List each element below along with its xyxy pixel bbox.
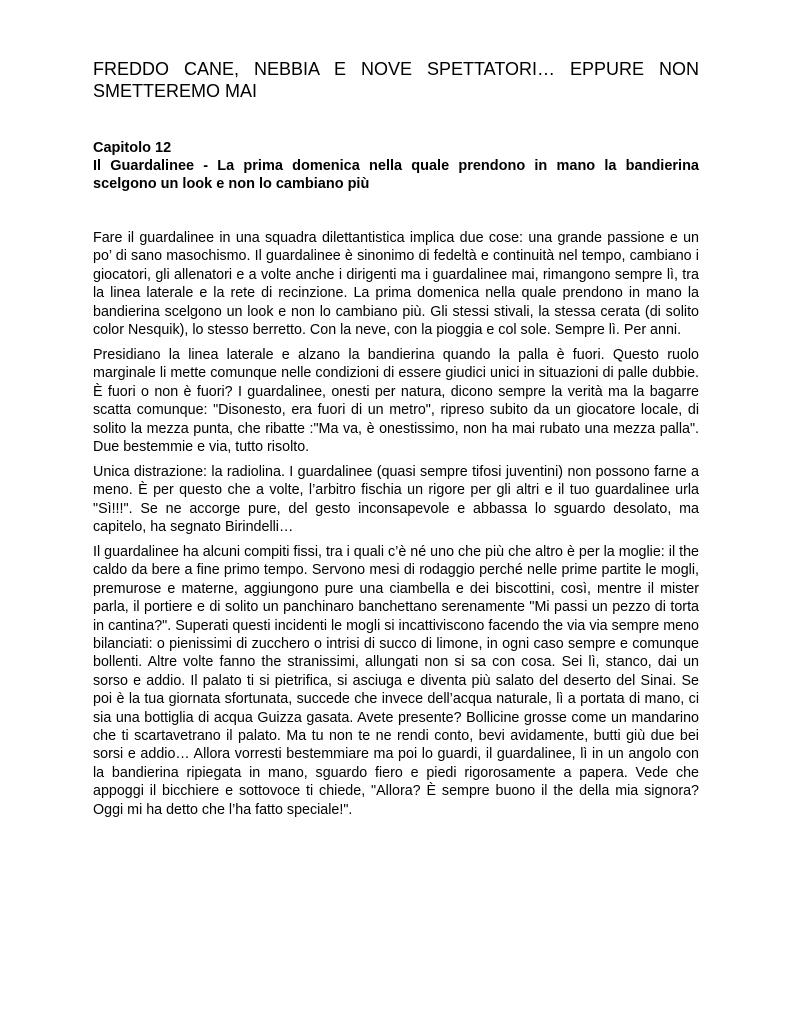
book-title: FREDDO CANE, NEBBIA E NOVE SPETTATORI… EPPURE NON SMETTEREMO MAI: [93, 59, 699, 101]
paragraph: Fare il guardalinee in una squadra dilettantistica implica due cose: una grande passione e un po’ di sano masochismo. Il guardalinee è sinonimo di fedeltà e continuità nel tempo, cambiano i giocatori, gli allenatori e a volte anche i dirigenti ma i guardalinee mai, rimangono sempre lì, tra la linea laterale e la rete di recinzione. La prima domenica nella quale prendono in mano la bandierina scelgono un look e non lo cambiano più. Gli stessi stivali, la stessa cerata (di solito color Nesquik), lo stesso berretto. Con la neve, con la pioggia e col sole. Sempre lì. Per anni.: [93, 230, 699, 339]
paragraph: Unica distrazione: la radiolina. I guardalinee (quasi sempre tifosi juventini) non possono farne a meno. È per questo che a volte, l’arbitro fischia un rigore per gli altri e il tuo guardalinee urla "Sì!!!". Se ne accorge pure, del gesto inconsapevole e abbassa lo sguardo desolato, ma capitelo, ha segnato Birindelli…: [93, 463, 699, 536]
paragraph: Il guardalinee ha alcuni compiti fissi, tra i quali c’è né uno che più che altro è per la moglie: il the caldo da bere a fine primo tempo. Servono mesi di rodaggio perché nelle prime partite le mogli, premurose e materne, aggiungono pure una ciambella e dei biscottini, così, mentre il mister parla, il portiere e di solito un panchinaro banchettano serenamente "Mi passi un pezzo di torta in cantina?". Superati questi incidenti le mogli si incattiviscono facendo the via via sempre meno bilanciati: o pienissimi di zucchero o intrisi di succo di limone, in ogni caso sempre e comunque bollenti. Altre volte fanno the stranissimi, allungati non si sa con cosa. Sei lì, stanco, dai un sorso e addio. Il palato ti si pietrifica, si asciuga e diventa più salato del deserto del Sinai. Se poi è la tua giornata sfortunata, succede che invece dell’acqua naturale, lì a portata di mano, ci sia una bottiglia di acqua Guizza gasata. Avete presente? Bollicine grosse come un mandarino che ti scartavetrano il palato. Ma tu non te ne rendi conto, bevi avidamente, butti giù due bei sorsi e addio… Allora vorresti bestemmiare ma poi lo guardi, il guardalinee, lì in un angolo con la bandierina ripiegata in mano, sguardo fiero e piedi rigorosamente a papera. Vede che appoggi il bicchiere e sottovoce ti chiede, "Allora? È sempre buono il the della mia signora? Oggi mi ha detto che l’ha fatto speciale!".: [93, 544, 699, 818]
document-page: [93, 58, 699, 826]
chapter-title: Il Guardalinee - La prima domenica nella quale prendono in mano la bandierina scelgono un look e non lo cambiano più: [93, 158, 699, 192]
chapter-number: Capitolo 12: [93, 140, 172, 156]
paragraph: Presidiano la linea laterale e alzano la bandierina quando la palla è fuori. Questo ruolo marginale li mette comunque nelle condizioni di essere giudici unici in situazioni di palle dubbie. È fuori o non è fuori? I guardalinee, onesti per natura, dicono sempre la verità ma la bagarre scatta comunque: "Disonesto, era fuori di un metro", ripreso subito da un giocatore locale, di solito la mezza punta, che ribatte :"Ma va, è onestissimo, non ha mai rubato una mezza palla". Due bestemmie e via, tutto risolto.: [93, 346, 699, 455]
chapter-heading: [93, 139, 699, 193]
chapter-body: [93, 229, 699, 819]
